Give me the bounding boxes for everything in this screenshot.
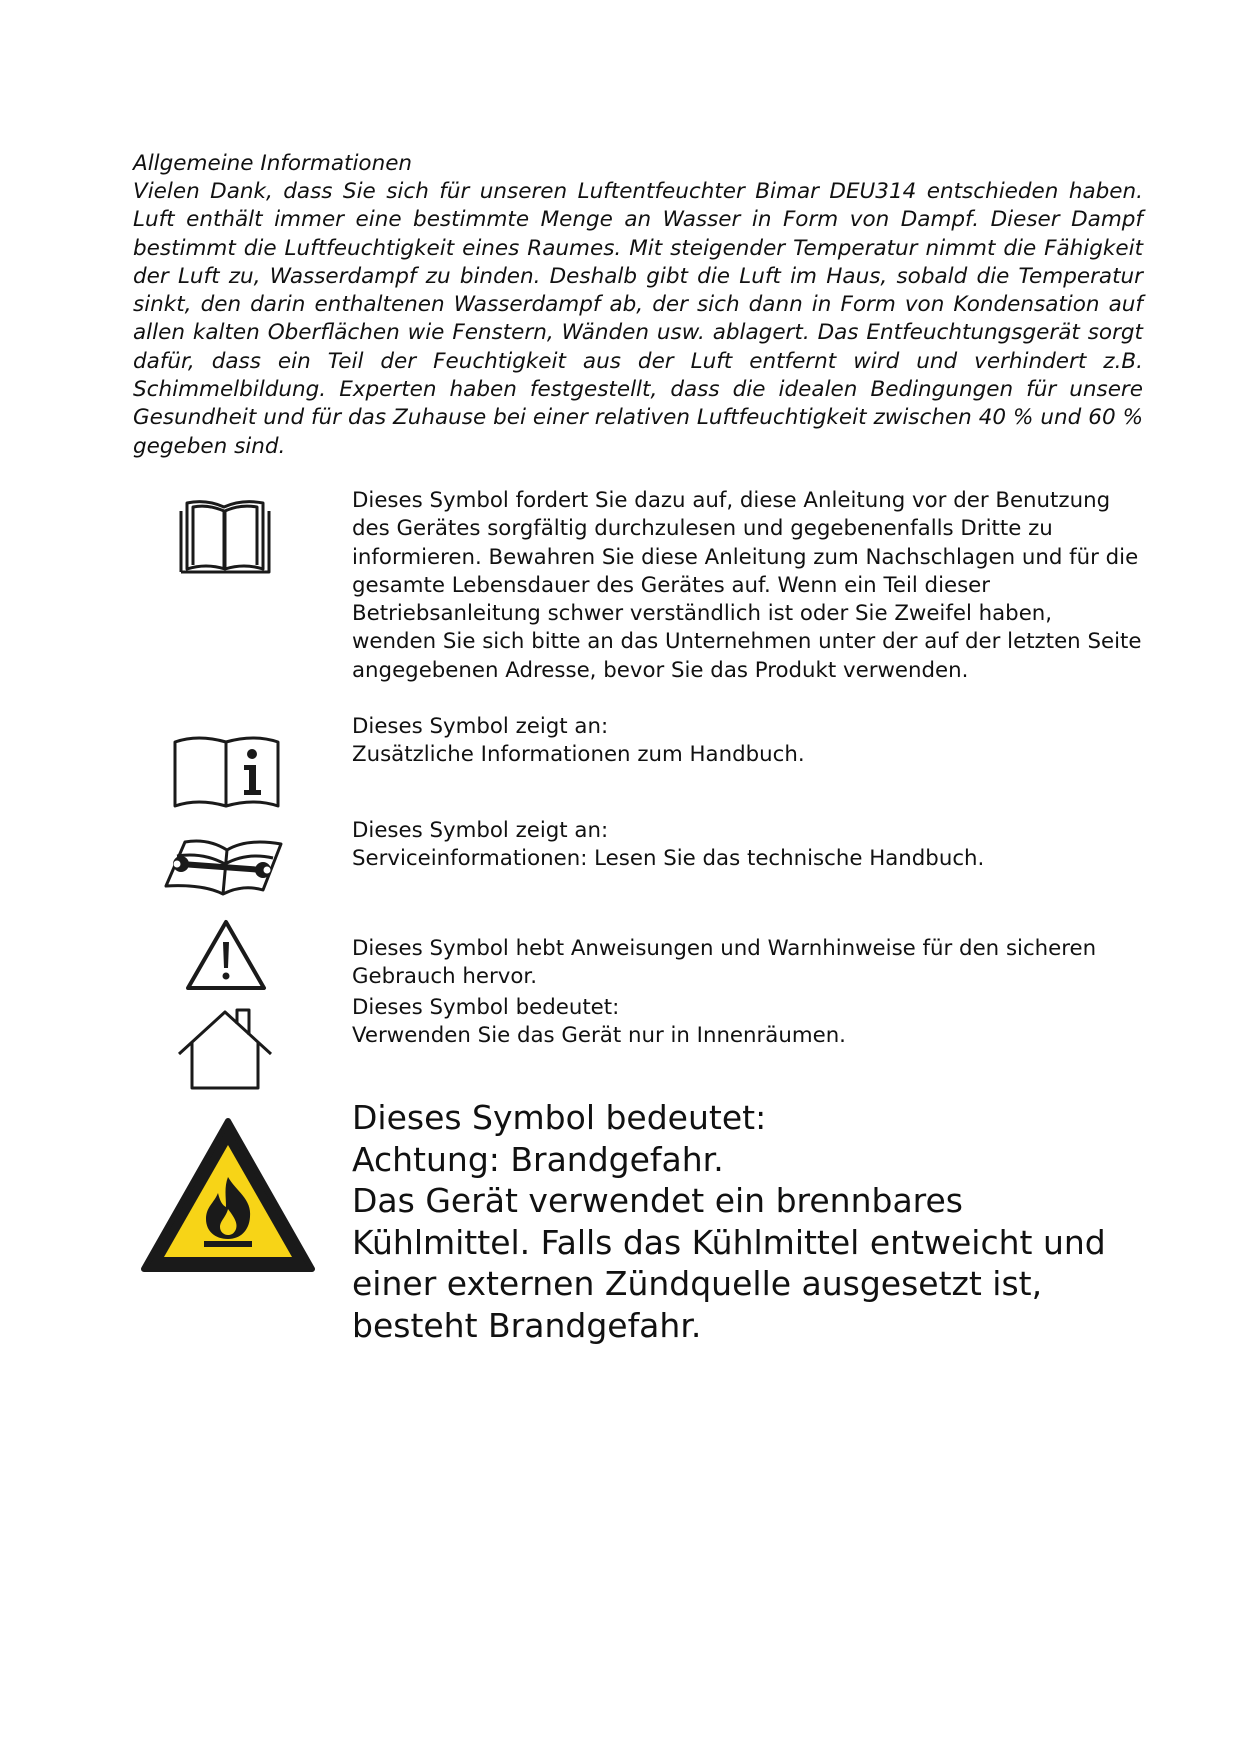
warning-description: Dieses Symbol hebt Anweisungen und Warnhinweise für den sicheren Gebrauch hervor. xyxy=(352,936,1097,990)
fire-description: Das Gerät verwendet ein brennbares Kühlmittel. Falls das Kühlmittel entweicht und einer externen Zündquelle ausgesetzt ist, besteht Brandgefahr. xyxy=(352,1181,1106,1345)
book-info-icon xyxy=(172,732,282,812)
intro-paragraph: Vielen Dank, dass Sie sich für unseren Luftentfeuchter Bimar DEU314 entschieden haben. Luft enthält immer eine bestimmte Menge an Wasser in Form von Dampf. Dieser Dampf bestimmt die Luftfeuchtigkeit eines Raumes. Mit steigender Temperatur nimmt die Fähigkeit der Luft zu, Wasserdampf zu binden. Deshalb gibt die Luft im Haus, sobald die Temperatur sinkt, den darin enthaltenen Wasserdampf ab, der sich dann in Form von Kondensation auf allen kalten Oberflächen wie Fenstern, Wänden usw. ablagert. Das Entfeuchtungsgerät sorgt dafür, dass ein Teil der Feuchtigkeit aus der Luft entfernt wird und verhindert z.B. Schimmelbildung. Experten haben festgestellt, dass die idealen Bedingungen für unsere Gesundheit und für das Zuhause bei einer relativen Luftfeuchtigkeit zwischen 40 % und 60 % gegeben sind. xyxy=(133,179,1143,459)
section-heading: Allgemeine Informationen xyxy=(133,151,413,176)
fire-symbol-text xyxy=(352,1097,1142,1346)
intro-section xyxy=(133,150,1143,461)
house-icon xyxy=(175,1006,275,1092)
info-description: Zusätzliche Informationen zum Handbuch. xyxy=(352,742,805,768)
indoor-label: Dieses Symbol bedeutet: xyxy=(352,995,620,1020)
service-description: Serviceinformationen: Lesen Sie das technische Handbuch. xyxy=(352,846,985,872)
indoor-symbol-text xyxy=(352,994,1142,1051)
service-symbol-text xyxy=(352,817,1142,874)
info-symbol-text xyxy=(352,713,1142,770)
fire-heading: Achtung: Brandgefahr. xyxy=(352,1139,724,1179)
service-label: Dieses Symbol zeigt an: xyxy=(352,818,609,843)
warning-triangle-icon xyxy=(184,918,268,992)
manual-description: Dieses Symbol fordert Sie dazu auf, diese Anleitung vor der Benutzung des Gerätes sorgfältig durchzulesen und gegebenenfalls Dritte zu informieren. Bewahren Sie diese Anleitung zum Nachschlagen und für die gesamte Lebensdauer des Gerätes auf. Wenn ein Teil dieser Betriebsanleitung schwer verständlich ist oder Sie Zweifel haben, wenden Sie sich bitte an das Unternehmen unter der auf der letzten Seite angegebenen Adresse, bevor Sie das Produkt verwenden. xyxy=(352,488,1142,683)
fire-label: Dieses Symbol bedeutet: xyxy=(352,1098,767,1137)
indoor-description: Verwenden Sie das Gerät nur in Innenräumen. xyxy=(352,1023,846,1049)
warning-symbol-text xyxy=(352,935,1142,992)
info-label: Dieses Symbol zeigt an: xyxy=(352,714,609,739)
manual-symbol-text xyxy=(352,487,1142,685)
flammable-warning-icon xyxy=(140,1115,316,1275)
book-wrench-icon xyxy=(163,836,289,900)
open-book-icon xyxy=(178,497,272,577)
